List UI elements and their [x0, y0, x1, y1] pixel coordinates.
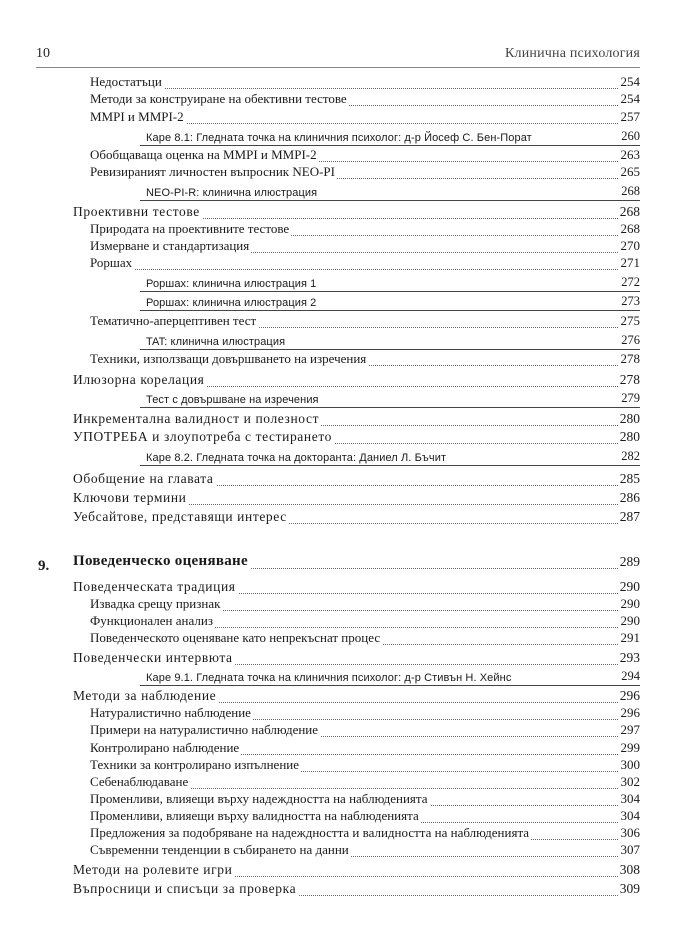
- toc-entry-title: Предложения за подобряване на надеждността и валидността на наблюденията: [90, 825, 530, 840]
- toc-entry-title: Поведенчески интервюта: [73, 650, 233, 665]
- toc-entry-title: Поведенческо оценяване: [73, 553, 248, 569]
- toc-box-entry[interactable]: [0, 185, 700, 201]
- toc-entry-title: Ключови термини: [73, 490, 187, 505]
- toc-entry-page: 300: [620, 757, 640, 772]
- toc-entry[interactable]: [0, 707, 700, 723]
- toc-entry-title: Инкрементална валидност и полезност: [73, 411, 320, 426]
- toc-entry[interactable]: [0, 598, 700, 614]
- box-underline: [140, 407, 640, 408]
- toc-entry[interactable]: [0, 166, 700, 182]
- toc-entry-title: Илюзорна корелация: [73, 372, 205, 387]
- toc-entry-title: Контролирано наблюдение: [90, 740, 240, 755]
- toc-entry[interactable]: [0, 810, 700, 826]
- toc-entry-page: 280: [619, 429, 640, 444]
- toc-entry-page: 257: [620, 109, 640, 124]
- toc-entry-page: 268: [620, 221, 640, 236]
- toc-entry-title: Измерване и стандартизация: [90, 238, 250, 253]
- toc-entry[interactable]: [0, 76, 700, 92]
- toc-box-entry[interactable]: [0, 392, 700, 408]
- toc-section-entry[interactable]: [0, 374, 700, 390]
- toc-entry[interactable]: [0, 353, 700, 369]
- toc-entry-title: Методи за наблюдение: [73, 688, 217, 703]
- toc-entry-page: 296: [620, 705, 640, 720]
- toc-box-entry[interactable]: [0, 295, 700, 311]
- toc-entry-page: 260: [621, 129, 640, 143]
- toc-entry-title: Каре 8.2. Гледната точка на докторанта: Даниел Л. Бъчит: [146, 452, 447, 464]
- toc-section-entry[interactable]: [0, 492, 700, 508]
- toc-entry[interactable]: [0, 149, 700, 165]
- box-underline: [140, 310, 640, 311]
- toc-section-entry[interactable]: [0, 864, 700, 880]
- page-number: 10: [36, 46, 50, 61]
- box-underline: [140, 145, 640, 146]
- toc-entry-page: 270: [620, 238, 640, 253]
- toc-entry-page: 294: [621, 669, 640, 683]
- toc-entry-title: Съвременни тенденции в събирането на данни: [90, 842, 349, 857]
- toc-entry-title: Тематично-аперцептивен тест: [90, 313, 257, 328]
- toc-entry-title: Обобщение на главата: [73, 471, 214, 486]
- toc-entry-title: Себенаблюдаване: [90, 774, 189, 789]
- toc-entry[interactable]: [0, 827, 700, 843]
- box-underline: [140, 349, 640, 350]
- box-underline: [140, 200, 640, 201]
- toc-entry-title: Ревизираният личностен въпросник NEO-PI: [90, 164, 335, 179]
- toc-entry-title: Методи на ролевите игри: [73, 862, 233, 877]
- toc-entry-title: Техники за контролирано изпълнение: [90, 757, 300, 772]
- chapter-number: 9.: [38, 558, 50, 574]
- toc-entry-page: 254: [620, 91, 640, 106]
- toc-section-entry[interactable]: [0, 206, 700, 222]
- toc-entry-title: Обобщаваща оценка на MMPI и MMPI-2: [90, 147, 317, 162]
- toc-entry[interactable]: [0, 776, 700, 792]
- toc-section-entry[interactable]: [0, 652, 700, 668]
- toc-entry[interactable]: [0, 632, 700, 648]
- toc-entry-title: Уебсайтове, представящи интерес: [73, 509, 287, 524]
- toc-section-entry[interactable]: [0, 511, 700, 527]
- toc-entry-title: Каре 8.1: Гледната точка на клиничния психолог: д-р Йосеф С. Бен-Порат: [146, 132, 532, 144]
- toc-entry-page: 293: [619, 650, 640, 665]
- toc-entry-page: 271: [620, 255, 640, 270]
- dot-leader: [90, 88, 640, 89]
- toc-entry-title: MMPI и MMPI-2: [90, 109, 184, 124]
- toc-entry-page: 275: [620, 313, 640, 328]
- toc-entry-page: 273: [621, 294, 640, 308]
- toc-entry[interactable]: [0, 223, 700, 239]
- toc-entry-page: 299: [620, 740, 640, 755]
- toc-entry-title: Примери на натуралистично наблюдение: [90, 722, 319, 737]
- toc-entry-page: 254: [620, 74, 640, 89]
- toc-entry[interactable]: [0, 240, 700, 256]
- toc-entry-page: 289: [619, 554, 640, 569]
- toc-entry[interactable]: [0, 724, 700, 740]
- running-title: Клинична психология: [505, 46, 640, 61]
- toc-entry-title: Променливи, влияещи върху надеждността на наблюденията: [90, 791, 428, 806]
- toc-entry-page: 280: [619, 411, 640, 426]
- toc-box-entry[interactable]: [0, 276, 700, 292]
- toc-box-entry[interactable]: [0, 130, 700, 146]
- toc-entry-page: 268: [621, 184, 640, 198]
- toc-entry-title: Методи за конструиране на обективни тестове: [90, 91, 347, 106]
- toc-entry-title: NEO-PI-R: клинична илюстрация: [146, 187, 318, 199]
- toc-entry-title: Роршах: клинична илюстрация 1: [146, 278, 317, 290]
- toc-entry-title: Променливи, влияещи върху валидността на наблюденията: [90, 808, 419, 823]
- toc-entry-page: 287: [619, 509, 640, 524]
- toc-entry-page: 304: [620, 791, 640, 806]
- toc-entry-page: 286: [619, 490, 640, 505]
- toc-entry-title: TAT: клинична илюстрация: [146, 336, 286, 348]
- toc-entry-title: Роршах: клинична илюстрация 2: [146, 297, 317, 309]
- toc-entry-title: Недостатъци: [90, 74, 162, 89]
- toc-entry-page: 296: [619, 688, 640, 703]
- toc-entry-title: Каре 9.1. Гледната точка на клиничния психолог: д-р Стивън Н. Хейнс: [146, 672, 512, 684]
- toc-entry-page: 282: [621, 449, 640, 463]
- toc-entry-page: 291: [620, 630, 640, 645]
- toc-entry-page: 272: [621, 275, 640, 289]
- toc-box-entry[interactable]: [0, 670, 700, 686]
- toc-entry-page: 278: [619, 372, 640, 387]
- toc-entry[interactable]: [0, 759, 700, 775]
- dot-leader: [90, 269, 640, 270]
- toc-entry-title: Извадка срещу признак: [90, 596, 221, 611]
- toc-entry[interactable]: [0, 111, 700, 127]
- toc-entry-title: Техники, използващи довършването на изречения: [90, 351, 367, 366]
- toc-entry[interactable]: [0, 93, 700, 109]
- toc-entry-title: Въпросници и списъци за проверка: [73, 881, 297, 896]
- toc-entry-page: 304: [620, 808, 640, 823]
- toc-section-entry[interactable]: [0, 690, 700, 706]
- toc-entry[interactable]: [0, 315, 700, 331]
- toc-entry-title: Природата на проективните тестове: [90, 221, 290, 236]
- toc-entry-page: 278: [620, 351, 640, 366]
- toc-entry-page: 285: [619, 471, 640, 486]
- toc-entry-page: 290: [619, 579, 640, 594]
- toc-box-entry[interactable]: [0, 334, 700, 350]
- toc-entry-title: Проективни тестове: [73, 204, 200, 219]
- toc-entry-page: 302: [620, 774, 640, 789]
- toc-entry[interactable]: [0, 257, 700, 273]
- toc-entry-title: Функционален анализ: [90, 613, 213, 628]
- toc-entry-page: 308: [619, 862, 640, 877]
- toc-entry-page: 263: [620, 147, 640, 162]
- toc-entry-title: УПОТРЕБА и злоупотреба с тестирането: [73, 429, 332, 444]
- toc-entry[interactable]: [0, 615, 700, 631]
- toc-entry[interactable]: [0, 793, 700, 809]
- box-underline: [140, 291, 640, 292]
- toc-entry-title: Тест с довършване на изречения: [146, 394, 319, 406]
- toc-section-entry[interactable]: [0, 431, 700, 447]
- toc-section-entry[interactable]: [0, 581, 700, 597]
- toc-box-entry[interactable]: [0, 450, 700, 466]
- toc-entry-page: 290: [620, 613, 640, 628]
- toc-entry[interactable]: [0, 742, 700, 758]
- toc-entry-page: 279: [621, 391, 640, 405]
- toc-section-entry[interactable]: [0, 473, 700, 489]
- toc-entry[interactable]: [0, 844, 700, 860]
- toc-entry-page: 268: [619, 204, 640, 219]
- toc-entry-title: Поведенческата традиция: [73, 579, 236, 594]
- toc-section-entry[interactable]: [0, 413, 700, 429]
- toc-section-entry[interactable]: [0, 883, 700, 899]
- toc-entry-title: Роршах: [90, 255, 133, 270]
- toc-entry-page: 276: [621, 333, 640, 347]
- box-underline: [140, 465, 640, 466]
- toc-entry-page: 306: [620, 825, 640, 840]
- toc-entry-page: 265: [620, 164, 640, 179]
- toc-entry-page: 297: [620, 722, 640, 737]
- toc-entry-page: 309: [619, 881, 640, 896]
- toc-entry-page: 307: [620, 842, 640, 857]
- box-underline: [140, 685, 640, 686]
- toc-section-entry[interactable]: [0, 553, 700, 572]
- toc-entry-page: 290: [620, 596, 640, 611]
- toc-entry-title: Поведенческото оценяване като непрекъснат процес: [90, 630, 381, 645]
- toc-entry-title: Натуралистично наблюдение: [90, 705, 251, 720]
